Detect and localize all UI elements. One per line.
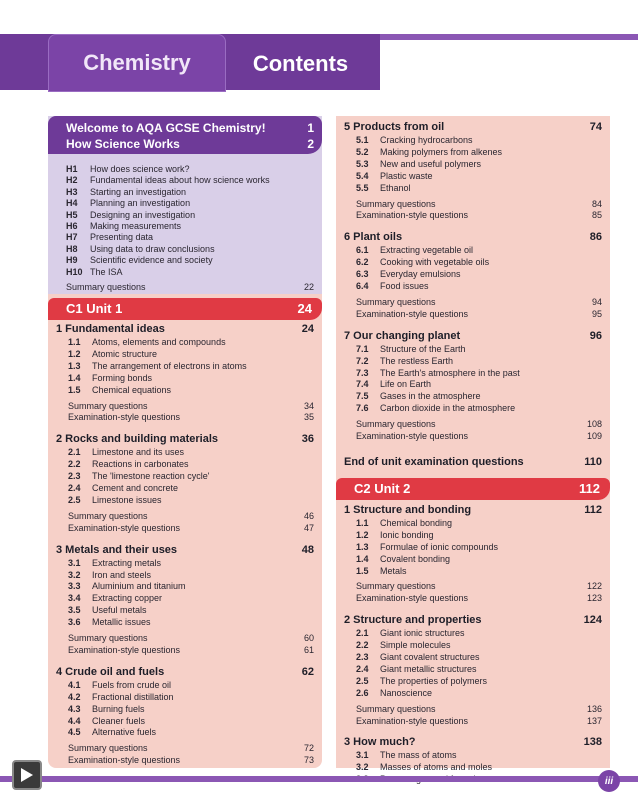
toc-item (356, 135, 473, 145)
summary-page: 94 (591, 296, 602, 307)
item-text: Aluminium and titanium (92, 581, 186, 592)
toc-item (356, 403, 515, 413)
item-code: 1.1 (68, 337, 81, 347)
item-code: 7.1 (356, 343, 369, 354)
hsw-item (66, 164, 190, 174)
item-text: Cooking with vegetable oils (380, 257, 490, 268)
chapter-page: 48 (301, 543, 314, 556)
hsw-item (66, 210, 195, 220)
item-text: Ionic bonding (380, 529, 434, 540)
item-code: 3.3 (68, 581, 81, 592)
end-of-unit-page: 110 (584, 455, 602, 468)
exam-questions: Examination-style questions (356, 210, 469, 221)
hsw-code: H9 (66, 255, 78, 266)
toc-item (68, 483, 178, 493)
chapter-page: 36 (301, 433, 314, 446)
summary-page: 46 (303, 510, 314, 521)
welcome-row (66, 121, 314, 135)
item-code: 3.2 (68, 569, 81, 580)
toc-item (356, 368, 520, 378)
chapter-title: 2 Rocks and building materials (56, 433, 218, 446)
subject-title: Chemistry (83, 50, 191, 75)
toc-item (356, 269, 461, 279)
toc-item (68, 459, 189, 469)
item-code: 7.5 (356, 391, 369, 402)
item-text: Giant covalent structures (380, 652, 480, 662)
item-text: Cleaner fuels (92, 715, 146, 726)
item-text: Burning fuels (92, 703, 145, 714)
toc-item (68, 471, 210, 481)
chapter-page: 74 (589, 121, 602, 133)
toc-item (356, 171, 433, 181)
section-tab (228, 40, 373, 88)
hsw-item (66, 244, 215, 254)
item-code: 1.5 (356, 565, 369, 576)
toc-item (68, 385, 171, 395)
item-code: 6.3 (356, 269, 369, 280)
hsw-text: Making measurements (90, 221, 182, 231)
chapter-title: 3 Metals and their uses (56, 543, 178, 556)
item-code: 5.5 (356, 182, 369, 193)
chapter-page: 112 (584, 503, 602, 516)
item-code: 1.1 (356, 517, 369, 528)
welcome-title: How Science Works (66, 137, 180, 151)
summary-questions: Summary questions (356, 198, 436, 209)
item-code: 1.2 (68, 348, 81, 359)
toc-item (356, 159, 481, 169)
subject-tab (48, 34, 226, 92)
toc-item (356, 183, 411, 193)
left-contents-panel (48, 116, 322, 768)
item-code: 3.4 (68, 593, 81, 604)
toc-item (356, 762, 492, 772)
item-code: 6.2 (356, 257, 369, 268)
hsw-summary: Summary questions (66, 282, 146, 292)
header-accent-line (380, 34, 638, 40)
item-text: Making polymers from alkenes (380, 146, 503, 157)
item-text: The 'limestone reaction cycle' (92, 471, 210, 482)
item-text: Cement and concrete (92, 483, 179, 493)
summary-questions: Summary questions (68, 633, 148, 643)
unit-page: 112 (579, 480, 600, 496)
toc-item (68, 704, 145, 714)
welcome-row (66, 137, 314, 151)
toc-item (356, 542, 498, 552)
item-text: Plastic waste (380, 170, 433, 181)
item-code: 4.1 (68, 679, 81, 690)
summary-page: 72 (303, 743, 314, 754)
summary-page: 34 (303, 400, 314, 411)
item-code: 6.1 (356, 245, 369, 256)
chapter-page: 138 (583, 736, 602, 749)
item-text: Limestone issues (92, 494, 162, 505)
item-code: 5.4 (356, 170, 369, 181)
item-text: The Earth's atmosphere in the past (380, 367, 520, 378)
hsw-text: Fundamental ideas about how science works (90, 175, 270, 186)
exam-page: 61 (303, 644, 314, 655)
toc-item (356, 664, 477, 674)
chapter-title: 6 Plant oils (344, 231, 403, 244)
item-code: 2.2 (356, 640, 369, 651)
chapter-title: 5 Products from oil (344, 121, 445, 133)
toc-item (356, 356, 453, 366)
item-code: 2.5 (356, 675, 369, 686)
item-code: 2.4 (68, 483, 81, 493)
item-text: Forming bonds (92, 372, 153, 383)
item-text: Metallic issues (92, 617, 151, 628)
exam-page: 109 (586, 431, 602, 441)
item-text: Simple molecules (380, 640, 451, 651)
hsw-text: Starting an investigation (90, 186, 187, 197)
item-text: Life on Earth (380, 379, 432, 390)
exam-questions: Examination-style questions (356, 431, 469, 441)
item-text: Extracting metals (92, 557, 162, 568)
item-text: Fuels from crude oil (92, 679, 172, 690)
hsw-code: H5 (66, 209, 78, 220)
item-code: 7.2 (356, 355, 369, 366)
exam-questions: Examination-style questions (356, 593, 469, 604)
toc-item (356, 676, 487, 686)
item-text: Giant ionic structures (380, 628, 465, 639)
item-text: Useful metals (92, 605, 147, 616)
hsw-code: H1 (66, 164, 78, 174)
summary-questions: Summary questions (356, 419, 436, 430)
unit-header-c1 (48, 298, 322, 320)
hsw-code: H3 (66, 186, 78, 197)
item-code: 5.3 (356, 158, 369, 169)
toc-item (356, 652, 480, 662)
toc-item (68, 680, 171, 690)
hsw-code: H7 (66, 232, 78, 243)
header-right-space (380, 40, 638, 90)
item-text: New and useful polymers (380, 158, 482, 169)
toc-item (356, 147, 502, 157)
toc-item (68, 570, 151, 580)
unit-label: C1 Unit 1 (66, 301, 123, 316)
item-text: Ethanol (380, 182, 411, 193)
summary-page: 84 (591, 198, 602, 209)
item-text: Reactions in carbonates (92, 459, 189, 470)
item-code: 2.3 (68, 471, 81, 482)
item-code: 2.1 (356, 628, 369, 639)
summary-questions: Summary questions (68, 400, 148, 411)
toc-item (68, 581, 186, 591)
summary-questions: Summary questions (356, 581, 436, 592)
exam-page: 123 (586, 593, 602, 604)
exam-page: 35 (303, 412, 314, 423)
item-code: 3.6 (68, 617, 81, 628)
item-text: Food issues (380, 281, 429, 291)
summary-page: 60 (303, 633, 314, 643)
item-text: Structure of the Earth (380, 343, 466, 354)
exam-page: 73 (303, 755, 314, 766)
hsw-text: Designing an investigation (90, 209, 196, 220)
right-contents-panel (336, 116, 610, 773)
toc-item (68, 605, 147, 615)
item-code: 1.2 (356, 529, 369, 540)
chapter-page: 96 (589, 329, 602, 342)
exam-page: 95 (591, 308, 602, 319)
toc-item (68, 727, 156, 737)
end-of-unit: End of unit examination questions (344, 455, 524, 468)
hsw-code: H10 (66, 266, 83, 277)
chapter-title: 4 Crude oil and fuels (56, 665, 165, 678)
toc-item (356, 554, 450, 564)
page-number-badge: iii (598, 770, 620, 792)
toc-item (356, 281, 429, 291)
summary-questions: Summary questions (68, 510, 148, 521)
toc-item (356, 257, 489, 267)
item-text: Giant metallic structures (380, 663, 477, 674)
hsw-code: H2 (66, 175, 78, 186)
item-code: 5.1 (356, 135, 369, 145)
chapter-title: 1 Fundamental ideas (56, 323, 165, 335)
item-code: 2.4 (356, 663, 369, 674)
exam-questions: Examination-style questions (68, 412, 181, 423)
item-text: Atoms, elements and compounds (92, 337, 226, 347)
exam-questions: Examination-style questions (356, 715, 469, 726)
toc-item (68, 337, 226, 347)
summary-page: 108 (586, 419, 602, 430)
toc-item (68, 617, 151, 627)
hsw-item (66, 232, 153, 242)
item-text: The properties of polymers (380, 675, 488, 686)
item-code: 4.5 (68, 727, 81, 738)
item-code: 2.2 (68, 459, 81, 470)
summary-page: 136 (586, 703, 602, 714)
hsw-item (66, 187, 186, 197)
item-text: Atomic structure (92, 348, 158, 359)
hsw-text: Scientific evidence and society (90, 255, 213, 266)
chapter-title: 7 Our changing planet (344, 329, 461, 342)
hsw-code: H8 (66, 243, 78, 254)
item-code: 3.5 (68, 605, 81, 616)
item-text: Cracking hydrocarbons (380, 135, 473, 145)
item-code: 1.3 (356, 541, 369, 552)
unit-header-c2 (336, 478, 610, 500)
hsw-item (66, 267, 123, 277)
item-code: 7.4 (356, 379, 369, 390)
toc-item (68, 373, 152, 383)
unit-page: 24 (297, 301, 312, 316)
item-code: 2.6 (356, 687, 369, 698)
toc-item (356, 750, 457, 760)
item-text: The mass of atoms (380, 750, 457, 761)
exam-page: 47 (303, 522, 314, 533)
exam-page: 137 (586, 715, 602, 726)
item-text: Fractional distillation (92, 691, 174, 702)
chapter-page: 62 (301, 665, 314, 678)
item-text: Iron and steels (92, 569, 152, 580)
item-code: 1.5 (68, 384, 81, 395)
summary-page: 122 (586, 581, 602, 592)
welcome-title: Welcome to AQA GCSE Chemistry! (66, 121, 266, 135)
summary-questions: Summary questions (356, 296, 436, 307)
hsw-text: How does science work? (90, 164, 190, 174)
item-code: 1.4 (356, 553, 369, 564)
item-code: 3.1 (356, 750, 369, 761)
exam-questions: Examination-style questions (68, 755, 181, 766)
toc-item (68, 692, 174, 702)
toc-item (356, 344, 466, 354)
toc-item (356, 245, 473, 255)
item-code: 6.4 (356, 281, 369, 291)
toc-item (356, 628, 465, 638)
hsw-code: H6 (66, 221, 78, 231)
chapter-page: 24 (301, 323, 314, 335)
toc-item (68, 593, 162, 603)
chapter-page: 86 (589, 231, 602, 244)
exam-questions: Examination-style questions (356, 308, 469, 319)
item-text: Masses of atoms and moles (380, 762, 493, 773)
item-text: Gases in the atmosphere (380, 391, 481, 402)
hsw-item (66, 255, 213, 265)
item-code: 7.3 (356, 367, 369, 378)
hsw-item (66, 221, 181, 231)
summary-questions: Summary questions (356, 703, 436, 714)
item-code: 2.1 (68, 447, 81, 458)
item-text: Metals (380, 565, 407, 576)
exam-questions: Examination-style questions (68, 522, 181, 533)
chapter-page: 124 (583, 614, 602, 627)
toc-item (356, 518, 452, 528)
toc-item (68, 558, 161, 568)
item-text: Covalent bonding (380, 553, 451, 564)
toc-item (356, 379, 431, 389)
item-text: Everyday emulsions (380, 269, 461, 280)
item-text: The restless Earth (380, 355, 454, 366)
hsw-summary-page: 22 (303, 282, 314, 292)
summary-questions: Summary questions (68, 743, 148, 754)
welcome-page: 1 (307, 121, 314, 135)
toc-item (68, 447, 184, 457)
item-code: 2.5 (68, 494, 81, 505)
item-code: 1.3 (68, 360, 81, 371)
toc-item (356, 530, 434, 540)
toc-item (68, 716, 145, 726)
hsw-text: Using data to draw conclusions (90, 243, 215, 254)
hsw-item (66, 198, 190, 208)
item-text: Chemical equations (92, 384, 172, 395)
chapter-title: 1 Structure and bonding (344, 503, 472, 516)
toc-item (68, 361, 247, 371)
footer-line (0, 776, 638, 782)
item-code: 7.6 (356, 403, 369, 414)
play-icon (20, 767, 34, 783)
item-text: The arrangement of electrons in atoms (92, 360, 247, 371)
item-text: Chemical bonding (380, 517, 453, 528)
item-text: Formulae of ionic compounds (380, 541, 499, 552)
section-title: Contents (252, 51, 349, 76)
toc-item (68, 495, 162, 505)
item-code: 4.3 (68, 703, 81, 714)
toc-item (356, 640, 451, 650)
hsw-text: Planning an investigation (90, 198, 191, 209)
toc-item (356, 688, 432, 698)
item-code: 4.4 (68, 715, 81, 726)
unit-label: C2 Unit 2 (354, 480, 411, 496)
item-text: Nanoscience (380, 687, 433, 698)
item-text: Carbon dioxide in the atmosphere (380, 403, 516, 414)
hsw-text: Presenting data (90, 232, 154, 243)
exam-page: 85 (591, 210, 602, 221)
play-button[interactable] (12, 760, 42, 790)
toc-item (356, 566, 407, 576)
toc-item (68, 349, 157, 359)
chapter-title: 2 Structure and properties (344, 614, 482, 627)
hsw-code: H4 (66, 198, 78, 209)
item-code: 3.1 (68, 557, 81, 568)
toc-item (356, 391, 481, 401)
item-code: 3.2 (356, 762, 369, 773)
hsw-text: The ISA (90, 266, 123, 277)
item-code: 4.2 (68, 691, 81, 702)
item-code: 5.2 (356, 146, 369, 157)
item-code: 2.3 (356, 652, 369, 662)
exam-questions: Examination-style questions (68, 644, 181, 655)
item-text: Limestone and its uses (92, 447, 185, 458)
item-text: Extracting copper (92, 593, 163, 604)
item-text: Extracting vegetable oil (380, 245, 474, 256)
item-code: 1.4 (68, 372, 81, 383)
hsw-item (66, 175, 270, 185)
item-text: Alternative fuels (92, 727, 157, 738)
welcome-page: 2 (307, 137, 314, 151)
chapter-title: 3 How much? (344, 736, 416, 749)
